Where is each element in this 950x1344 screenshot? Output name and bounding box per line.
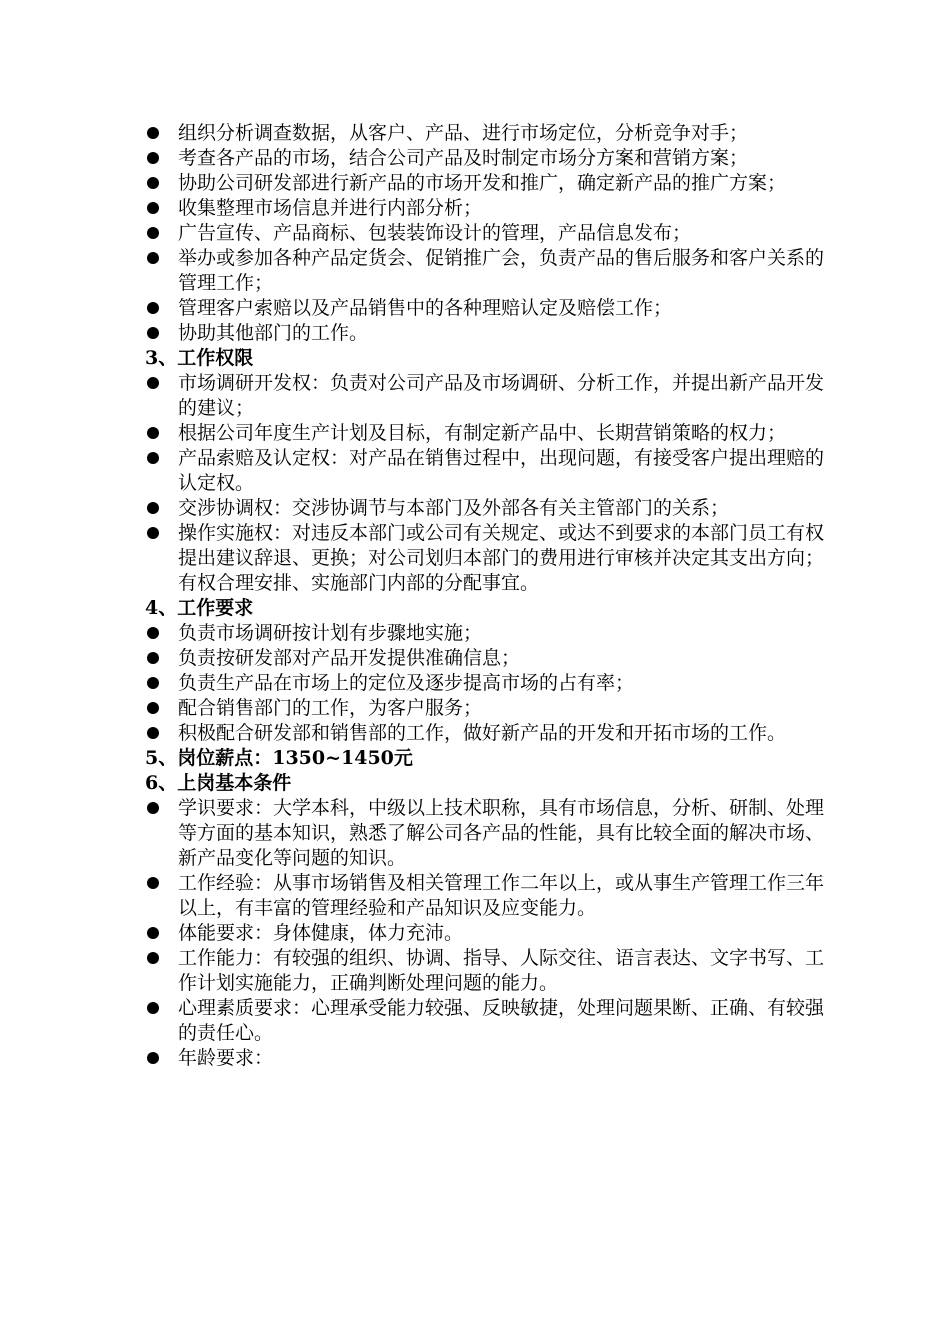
list-item-text: 配合销售部门的工作，为客户服务； xyxy=(178,697,483,719)
list-item xyxy=(145,496,825,521)
list-item-text: 考查各产品的市场，结合公司产品及时制定市场分方案和营销方案； xyxy=(178,147,749,169)
list-item-text: 根据公司年度生产计划及目标，有制定新产品中、长期营销策略的权力； xyxy=(178,422,787,444)
list-item xyxy=(145,246,825,296)
list-item-text: 协助其他部门的工作。 xyxy=(178,322,369,344)
bullet-icon xyxy=(147,502,159,514)
list-item-text: 管理客户索赔以及产品销售中的各种理赔认定及赔偿工作； xyxy=(178,297,673,319)
list-item xyxy=(145,171,825,196)
list-item-text: 工作能力：有较强的组织、协调、指导、人际交往、语言表达、文字书写、工作计划实施能力，正确判断处理问题的能力。 xyxy=(178,947,825,994)
bullet-icon xyxy=(147,202,159,214)
list-item xyxy=(145,671,825,696)
list-item xyxy=(145,646,825,671)
list-item xyxy=(145,296,825,321)
list-item-text: 年龄要求： xyxy=(178,1047,274,1069)
list-item-text: 心理素质要求：心理承受能力较强、反映敏捷，处理问题果断、正确、有较强的责任心。 xyxy=(178,997,825,1044)
bullet-icon xyxy=(147,127,159,139)
list-item xyxy=(145,721,825,746)
list-item xyxy=(145,871,825,921)
list-item-text: 举办或参加各种产品定货会、促销推广会，负责产品的售后服务和客户关系的管理工作； xyxy=(178,247,825,294)
list-item-text: 负责按研发部对产品开发提供准确信息； xyxy=(178,647,521,669)
list-item xyxy=(145,146,825,171)
list-item xyxy=(145,221,825,246)
list-item-text: 负责市场调研按计划有步骤地实施； xyxy=(178,622,483,644)
bullet-icon xyxy=(147,652,159,664)
list-item-text: 交涉协调权：交涉协调节与本部门及外部各有关主管部门的关系； xyxy=(178,497,730,519)
list-item xyxy=(145,621,825,646)
bullet-icon xyxy=(147,327,159,339)
section-heading-basic-conditions: 6、上岗基本条件 xyxy=(145,772,292,794)
list-item-text: 市场调研开发权：负责对公司产品及市场调研、分析工作，并提出新产品开发的建议； xyxy=(178,372,825,419)
bullet-icon xyxy=(147,927,159,939)
list-item-text: 组织分析调查数据，从客户、产品、进行市场定位，分析竞争对手； xyxy=(178,122,749,144)
list-item xyxy=(145,321,825,346)
list-item-text: 积极配合研发部和销售部的工作，做好新产品的开发和开拓市场的工作。 xyxy=(178,722,787,744)
document-page xyxy=(145,121,825,1071)
list-item xyxy=(145,796,825,871)
list-item xyxy=(145,521,825,596)
list-item xyxy=(145,196,825,221)
list-item-text: 工作经验：从事市场销售及相关管理工作二年以上，或从事生产管理工作三年以上，有丰富的管理经验和产品知识及应变能力。 xyxy=(178,872,825,919)
bullet-icon xyxy=(147,1002,159,1014)
list-item-text: 操作实施权：对违反本部门或公司有关规定、或达不到要求的本部门员工有权提出建议辞退、更换；对公司划归本部门的费用进行审核并决定其支出方向；有权合理安排、实施部门内部的分配事宜。 xyxy=(178,522,825,594)
bullet-icon xyxy=(147,377,159,389)
bullet-icon xyxy=(147,1052,159,1064)
bullet-icon xyxy=(147,702,159,714)
list-item xyxy=(145,421,825,446)
list-item-text: 负责生产品在市场上的定位及逐步提高市场的占有率； xyxy=(178,672,635,694)
bullet-icon xyxy=(147,427,159,439)
bullet-icon xyxy=(147,177,159,189)
section-heading-work-requirements: 4、工作要求 xyxy=(145,597,254,619)
bullet-icon xyxy=(147,527,159,539)
list-item xyxy=(145,946,825,996)
list-item-text: 收集整理市场信息并进行内部分析； xyxy=(178,197,483,219)
list-item-text: 学识要求：大学本科，中级以上技术职称，具有市场信息，分析、研制、处理等方面的基本知识，熟悉了解公司各产品的性能，具有比较全面的解决市场、新产品变化等问题的知识。 xyxy=(178,797,825,869)
bullet-icon xyxy=(147,252,159,264)
list-item-text: 广告宣传、产品商标、包装装饰设计的管理，产品信息发布； xyxy=(178,222,692,244)
bullet-icon xyxy=(147,227,159,239)
list-item xyxy=(145,371,825,421)
list-item xyxy=(145,1046,825,1071)
list-item-text: 协助公司研发部进行新产品的市场开发和推广，确定新产品的推广方案； xyxy=(178,172,787,194)
bullet-icon xyxy=(147,152,159,164)
bullet-icon xyxy=(147,727,159,739)
bullet-icon xyxy=(147,952,159,964)
list-item xyxy=(145,921,825,946)
bullet-icon xyxy=(147,802,159,814)
bullet-icon xyxy=(147,677,159,689)
list-item-text: 体能要求：身体健康，体力充沛。 xyxy=(178,922,464,944)
bullet-icon xyxy=(147,627,159,639)
list-item xyxy=(145,696,825,721)
section-heading-salary-points: 5、岗位薪点：1350~1450元 xyxy=(145,747,413,769)
section-heading-work-authority: 3、工作权限 xyxy=(145,347,254,369)
list-item xyxy=(145,446,825,496)
list-item xyxy=(145,996,825,1046)
bullet-icon xyxy=(147,877,159,889)
bullet-icon xyxy=(147,302,159,314)
list-item-text: 产品索赔及认定权：对产品在销售过程中，出现问题，有接受客户提出理赔的认定权。 xyxy=(178,447,825,494)
list-item xyxy=(145,121,825,146)
bullet-icon xyxy=(147,452,159,464)
